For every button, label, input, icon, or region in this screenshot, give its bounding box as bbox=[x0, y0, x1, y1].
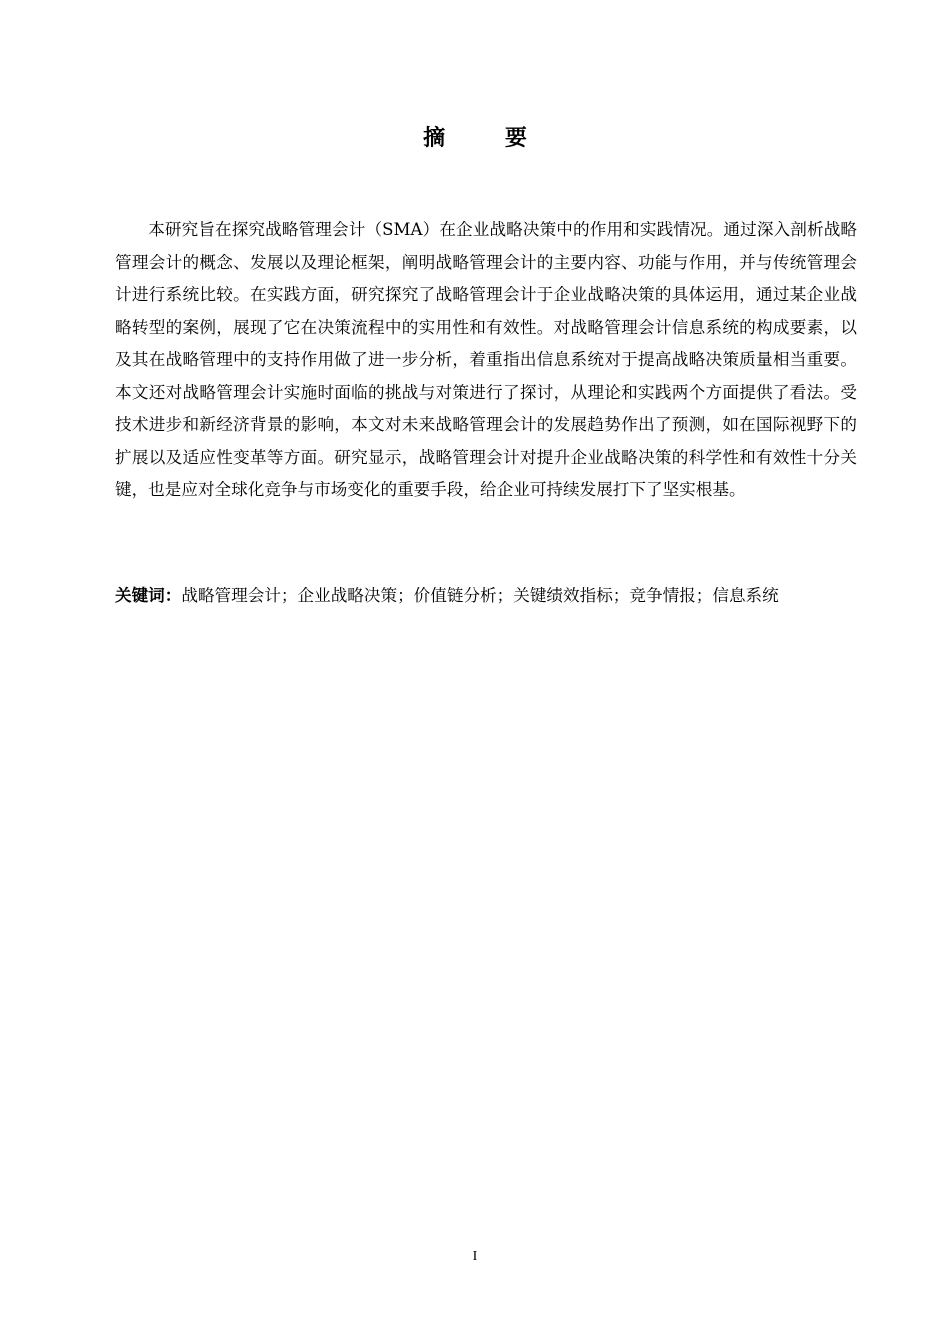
keywords-label: 关键词： bbox=[115, 586, 182, 605]
keywords-text: 战略管理会计；企业战略决策；价值链分析；关键绩效指标；竞争情报；信息系统 bbox=[181, 586, 779, 605]
page-number: I bbox=[472, 1249, 478, 1264]
page-title: 摘 要 bbox=[423, 126, 553, 151]
abstract-paragraph: 本研究旨在探究战略管理会计（SMA）在企业战略决策中的作用和实践情况。通过深入剖析战略管理会计的概念、发展以及理论框架，阐明战略管理会计的主要内容、功能与作用，并与传统管理会计进行系统比较。在实践方面，研究探究了战略管理会计于企业战略决策的具体运用，通过某企业战略转型的案例，展现了它在决策流程中的实用性和有效性。对战略管理会计信息系统的构成要素，以及其在战略管理中的支持作用做了进一步分析，着重指出信息系统对于提高战略决策质量相当重要。本文还对战略管理会计实施时面临的挑战与对策进行了探讨，从理论和实践两个方面提供了看法。受技术进步和新经济背景的影响，本文对未来战略管理会计的发展趋势作出了预测，如在国际视野下的扩展以及适应性变革等方面。研究显示，战略管理会计对提升企业战略决策的科学性和有效性十分关键，也是应对全球化竞争与市场变化的重要手段，给企业可持续发展打下了坚实根基。 bbox=[115, 220, 857, 499]
keywords-line bbox=[115, 580, 857, 613]
